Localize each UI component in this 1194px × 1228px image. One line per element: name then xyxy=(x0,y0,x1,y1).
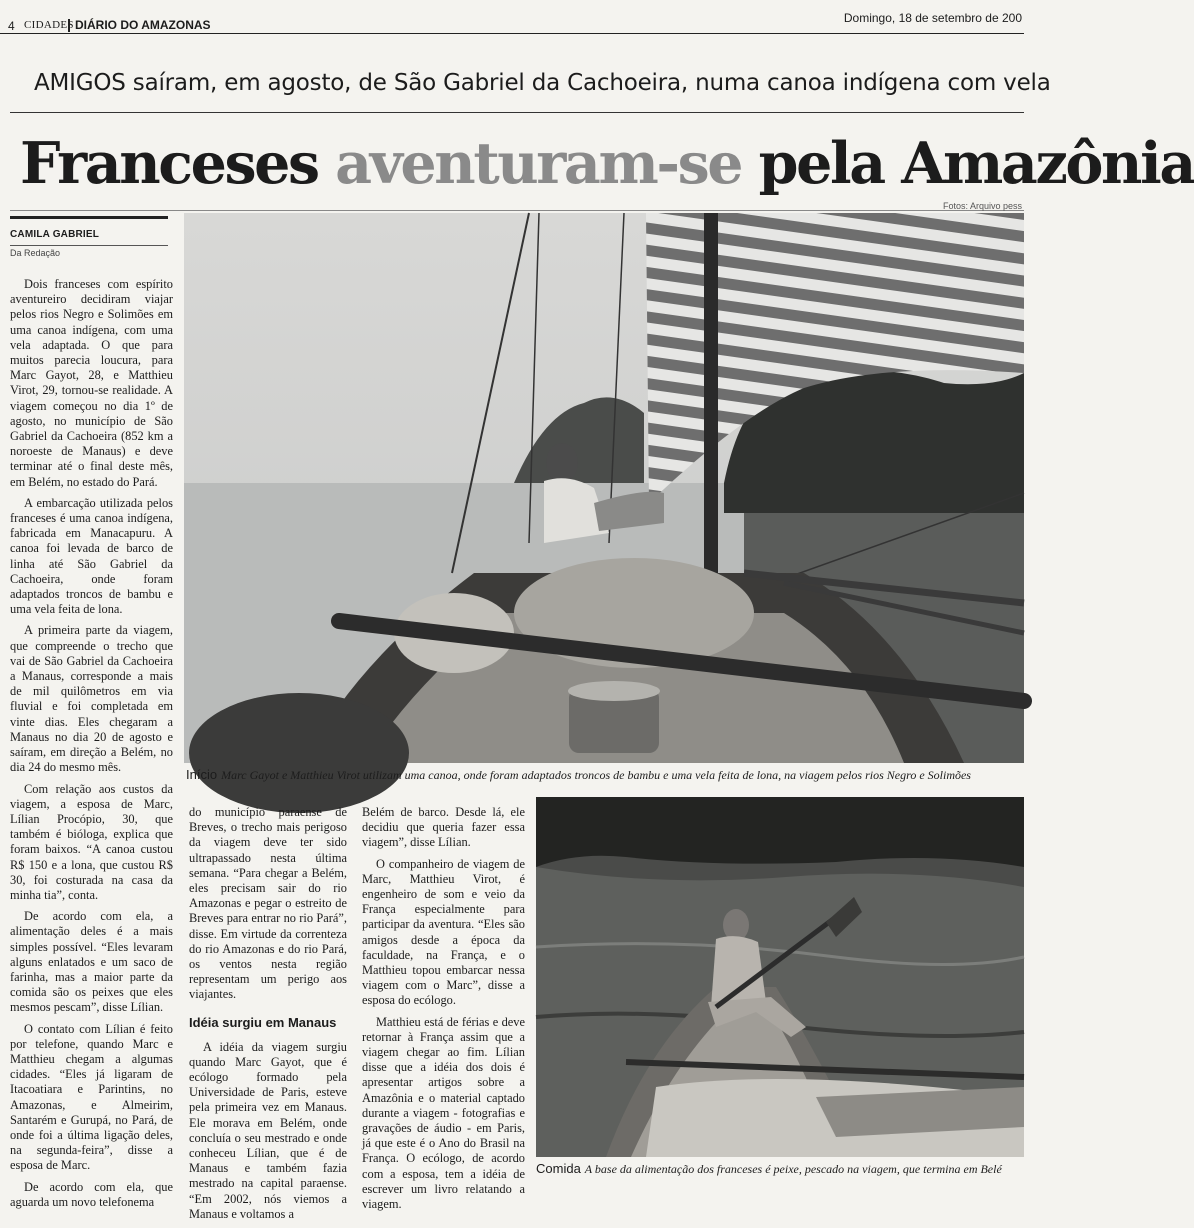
headline-part-2: aventuram-se xyxy=(335,130,742,197)
subheading: Idéia surgiu em Manaus xyxy=(189,1014,337,1030)
paragraph: De acordo com ela, que aguarda um novo telefonema xyxy=(10,1179,173,1209)
article-column-2 xyxy=(189,805,347,1228)
paragraph: Com relação aos custos da viagem, a esposa de Marc, Lílian Procópio, 30, que também é bióloga, explica que foram baixos. “A canoa custou R$ 150 e a lona, que custou R$ 30, foi costurada na casa da minha tia”, conta. xyxy=(10,781,173,902)
section-name: CIDADES xyxy=(24,19,74,31)
headline-part-3: pela Amazônia xyxy=(758,130,1194,197)
newspaper-name: DIÁRIO DO AMAZONAS xyxy=(68,19,211,32)
headline-part-1: Franceses xyxy=(20,130,318,197)
header-divider xyxy=(0,33,1024,34)
byline-rule-thin xyxy=(10,245,168,246)
paragraph: Dois franceses com espírito aventureiro decidiram viajar pelos rios Negro e Solimões em uma canoa indígena, com uma vela adaptada. O que para muitos parecia loucura, para Marc Gayot, 28, e Matthieu Virot, 29, tornou-se realidade. A viagem começou no dia 1º de agosto, no município de São Gabriel da Cachoeira (852 km a noroeste de Manaus) e deve terminar até o final deste mês, em Belém, no estado do Pará. xyxy=(10,277,173,489)
kicker-line: AMIGOS saíram, em agosto, de São Gabriel da Cachoeira, numa canoa indígena com vela xyxy=(34,70,1051,96)
paragraph: A primeira parte da viagem, que compreende o trecho que vai de São Gabriel da Cachoeira a Manaus, corresponde a mais de mil quilômetros em via fluvial e foi completada em vinte dias. Eles chegaram a Manaus no dia 20 de agosto e saíram, em direção a Belém, no dia 24 do mesmo mês. xyxy=(10,623,173,775)
paragraph: Matthieu está de férias e deve retornar à França assim que a viagem chegar ao fim. Lílian disse que a idéia dos dois é apresentar artigos sobre a Amazônia e o material captado durante a viagem - fotografias e gravações de áudio - em Paris, já que este é o Ano do Brasil na França. O ecólogo, de acordo com a esposa, tem a idéia de escrever um livro relatando a viagem. xyxy=(362,1014,525,1212)
byline-rule xyxy=(10,216,168,219)
photo-caption-2 xyxy=(536,1161,1024,1177)
author-name: CAMILA GABRIEL xyxy=(10,229,100,240)
paragraph: O companheiro de viagem de Marc, Matthieu Virot, é engenheiro de som e veio da França especialmente para participar da aventura. “Eles são amigos desde a época da faculdade, na França, e o Matthieu topou embarcar nessa viagem com o Marc”, disse a esposa do ecólogo. xyxy=(362,856,525,1008)
caption-tag: Comida xyxy=(536,1161,581,1176)
author-desk: Da Redação xyxy=(10,248,61,258)
page-number: 4 xyxy=(8,19,15,33)
caption-text: Marc Gayot e Matthieu Virot utilizam uma canoa, onde foram adaptados troncos de bambu e uma vela feita de lona, na viagem pelos rios Negro e Solimões xyxy=(221,768,971,782)
canoe-sail-illustration xyxy=(184,213,1024,763)
paddling-photo xyxy=(536,797,1024,1157)
paragraph: A idéia da viagem surgiu quando Marc Gayot, que é ecólogo formado pela Universidade de Paris, esteve pela primeira vez em Manaus. Ele morava em Belém, onde concluía o seu mestrado e onde conheceu Lílian, que é de Manaus e também fazia mestrado na capital paraense. “Em 2002, nós viemos a Manaus e voltamos a xyxy=(189,1039,347,1221)
paragraph: O contato com Lílian é feito por telefone, quando Marc e Matthieu chegam a algumas cidades. “Eles já ligaram de Itacoatiara e Parintins, no Amazonas, e Almeirim, Santarém e Gurupá, no Pará, de onde foi a última ligação deles, na segunda-feira”, disse a esposa de Marc. xyxy=(10,1021,173,1173)
paragraph: De acordo com ela, a alimentação deles é a mais simples possível. “Eles levaram alguns enlatados e um saco de farinha, mas a maior parte da comida são os peixes que eles mesmos pescam”, disse Lílian. xyxy=(10,909,173,1015)
caption-tag: Início xyxy=(186,767,218,782)
caption-text: A base da alimentação dos franceses é peixe, pescado na viagem, que termina em Belé xyxy=(584,1162,1002,1176)
canoe-sail-photo xyxy=(184,213,1024,763)
headline-divider xyxy=(10,210,1024,211)
edition-date: Domingo, 18 de setembro de 200 xyxy=(843,11,1022,25)
headline xyxy=(20,128,1194,200)
article-column-3 xyxy=(362,805,525,1218)
paragraph: Belém de barco. Desde lá, ele decidiu que queria fazer essa viagem”, disse Lílian. xyxy=(362,805,525,850)
kicker-divider xyxy=(10,112,1024,113)
paragraph: A embarcação utilizada pelos franceses é uma canoa indígena, fabricada em Manacapuru. A canoa foi levada de barco de linha até São Gabriel da Cachoeira, onde foram adaptados troncos de bambu e uma vela feita de lona. xyxy=(10,495,173,617)
paragraph: do município paraense de Breves, o trecho mais perigoso da viagem deve ter sido ultrapassado nesta última semana. “Para chegar a Belém, eles precisam sair do rio Amazonas e pegar o estreito de Breves para entrar no rio Pará”, disse. Em virtude da correnteza do rio Amazonas e do rio Pará, os ventos nesta região representam um perigo aos viajantes. xyxy=(189,805,347,1002)
article-column-1 xyxy=(10,277,173,1216)
photo-credit: Fotos: Arquivo pess xyxy=(942,201,1022,211)
photo-caption-1 xyxy=(186,767,1024,783)
paddling-illustration xyxy=(536,797,1024,1157)
